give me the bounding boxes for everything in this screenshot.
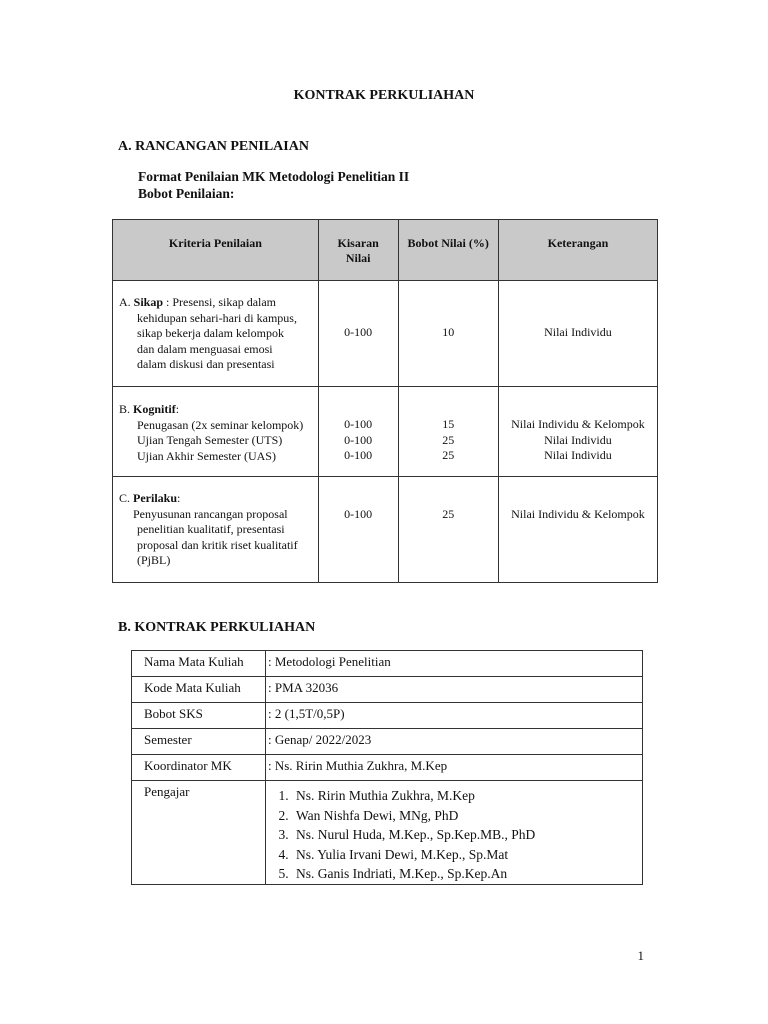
weight-cell: 25 [398, 477, 498, 583]
info-label: Nama Mata Kuliah [132, 651, 266, 677]
info-value: : 2 (1,5T/0,5P) [266, 703, 643, 729]
table-row [132, 703, 643, 729]
table-row [132, 755, 643, 781]
range-cell: 0-100 [318, 477, 398, 583]
weight-cell: 10 [398, 281, 498, 387]
list-item: 5. Ns. Ganis Indriati, M.Kep., Sp.Kep.An [292, 864, 642, 884]
criteria-label: Perilaku [133, 491, 178, 505]
table-row [132, 677, 643, 703]
range-cell: 0-100 [318, 281, 398, 387]
table-row [132, 781, 643, 885]
info-value: : Metodologi Penelitian [266, 651, 643, 677]
info-label: Bobot SKS [132, 703, 266, 729]
table-row [132, 651, 643, 677]
list-item: 4. Ns. Yulia Irvani Dewi, M.Kep., Sp.Mat [292, 845, 642, 865]
info-value: : Ns. Ririn Muthia Zukhra, M.Kep [266, 755, 643, 781]
table-row [113, 387, 658, 477]
list-item: 1. Ns. Ririn Muthia Zukhra, M.Kep [292, 786, 642, 806]
pengajar-list [268, 786, 642, 884]
list-item: 3. Ns. Nurul Huda, M.Kep., Sp.Kep.MB., PhD [292, 825, 642, 845]
table-row [113, 477, 658, 583]
col-header-kriteria: Kriteria Penilaian [113, 220, 319, 281]
criteria-cell-kognitif: B. Kognitif: Penugasan (2x seminar kelompok) Ujian Tengah Semester (UTS) Ujian Akhir Semester (UAS) [113, 387, 319, 477]
section-a-heading: A. RANCANGAN PENILAIAN [118, 139, 309, 154]
course-info-table [131, 650, 643, 885]
range-cell: 0-100 0-100 0-100 [318, 387, 398, 477]
criteria-label: Kognitif [133, 402, 176, 416]
info-label: Pengajar [132, 781, 266, 885]
table-header-row [113, 220, 658, 281]
info-label: Kode Mata Kuliah [132, 677, 266, 703]
info-label: Semester [132, 729, 266, 755]
note-cell: Nilai Individu & Kelompok [498, 477, 657, 583]
weight-cell: 15 25 25 [398, 387, 498, 477]
pengajar-list-cell [266, 781, 643, 885]
criteria-cell-perilaku: C. Perilaku: Penyusunan rancangan proposal penelitian kualitatif, presentasi proposal dan kritik riset kualitatif (PjBL) [113, 477, 319, 583]
section-b-heading: B. KONTRAK PERKULIAHAN [118, 620, 316, 635]
note-cell: Nilai Individu [498, 281, 657, 387]
criteria-cell-sikap: A. Sikap : Presensi, sikap dalam kehidupan sehari-hari di kampus, sikap bekerja dalam kelompok dan dalam menguasai emosi dalam diskusi dan presentasi [113, 281, 319, 387]
col-header-kisaran: Kisaran Nilai [318, 220, 398, 281]
table-row [132, 729, 643, 755]
document-title: KONTRAK PERKULIAHAN [293, 88, 475, 103]
criteria-label: Sikap [133, 295, 164, 309]
info-value: : PMA 32036 [266, 677, 643, 703]
col-header-keterangan: Keterangan [498, 220, 657, 281]
assessment-table [112, 219, 658, 583]
table-row [113, 281, 658, 387]
format-line: Format Penilaian MK Metodologi Penelitian II [138, 169, 410, 184]
info-label: Koordinator MK [132, 755, 266, 781]
col-header-bobot: Bobot Nilai (%) [398, 220, 498, 281]
bobot-line: Bobot Penilaian: [138, 186, 235, 201]
note-cell: Nilai Individu & Kelompok Nilai Individu Nilai Individu [498, 387, 657, 477]
info-value: : Genap/ 2022/2023 [266, 729, 643, 755]
page-number: 1 [637, 948, 644, 963]
list-item: 2. Wan Nishfa Dewi, MNg, PhD [292, 806, 642, 826]
